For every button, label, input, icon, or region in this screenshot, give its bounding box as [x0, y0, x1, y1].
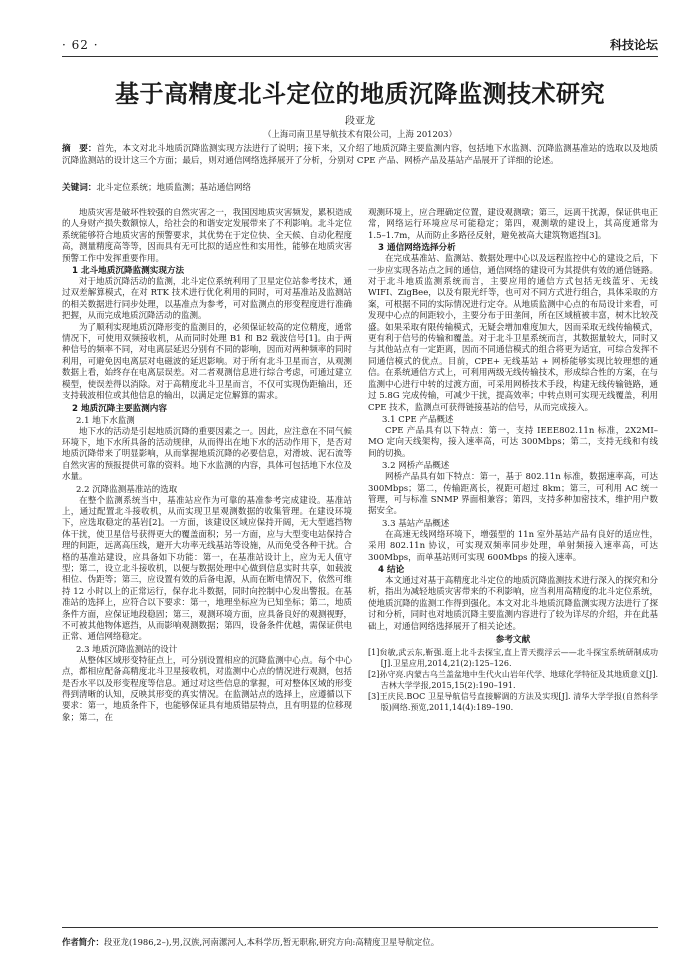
affiliation: （上海司南卫星导航技术有限公司，上海 201203） [263, 129, 457, 139]
subsection-heading-2-3: 2.3 地质沉降监测站的设计 [76, 644, 178, 655]
abstract-label: 摘 要： [62, 144, 97, 154]
reference-item: [3]王庆民.BOC 卫星导航信号直接解调的方法及实现[J]. 清华大学学报(自然科学版)网络.预览,2011,14(4):189–190. [368, 692, 658, 712]
paragraph: 观测环境上，应合理确定位置，建设观测墩；第三，远离干扰源，保证供电正常，网络运行环境应尽可能稳定；第四，观测墩的建设上，其高度通常为 1.5–1.7m，从而防止多路径反射，避免被高大建筑物遮挡[3]。 [368, 208, 658, 241]
author: 段亚龙 [345, 116, 375, 127]
subsection-heading-3-2: 3.2 网桥产品概述 [382, 461, 450, 472]
subsection-heading-3-1: 3.1 CPE 产品概述 [382, 414, 454, 425]
section-heading-1: 1 北斗地质沉降监测实现方法 [72, 266, 185, 277]
paper-title: 基于高精度北斗定位的地质沉降监测技术研究 [115, 80, 605, 108]
paragraph: CPE 产品具有以下特点：第一，支持 IEEE802.11n 标准，2X2MI–MO 定向天线架构，接入速率高，可达 300Mbps；第二，支持无线和有线间的切换。 [368, 425, 658, 459]
references-title: 参考文献 [495, 635, 531, 645]
abstract [62, 144, 658, 167]
subsection-heading-2-1: 2.1 地下水监测 [76, 415, 135, 426]
reference-item: [2]孙守亮.内蒙古乌兰盖盆地中生代火山岩年代学、地球化学特征及其地质意义[J].吉林大学学报,2015,15(2):190–191. [368, 670, 658, 690]
intro-paragraph: 地质灾害是破坏性较强的自然灾害之一，我国因地质灾害频发，累积造成的人身财产损失数额惊人，给社会的和谐安定发展带来了不利影响。北斗定位系统能够符合地质灾害的预警要求，其优势在于定位快、全天候、自动化程度高，测量精度高等等，因而具有无可比拟的适应性和实用性，能够在地质灾害预警工作中发挥重要作用。 [62, 208, 352, 264]
footnote-rule [62, 927, 658, 928]
author-footnote [62, 936, 658, 948]
section-heading-2: 2 地质沉降主要监测内容 [72, 403, 167, 414]
header-rule [62, 56, 658, 57]
abstract-text: 首先，本文对北斗地质沉降监测实现方法进行了说明；接下来，又介绍了地质沉降主要监测内容，包括地下水监测、沉降监测基准站的选取以及地质沉降监测站的设计这三个方面；最后，则对通信网络选择展开了分析，分别对 CPE 产品、网桥产品及基站产品展开了详细的论述。 [62, 144, 658, 166]
keywords-text: 北斗定位系统；地质监测；基站通信网络 [96, 183, 252, 193]
keywords [62, 183, 658, 195]
paragraph: 对于地质沉降活动的监测，北斗定位系统利用了卫星定位站参考技术，通过双差解算模式，在对 RTK 技术进行优化利用的同时，可对基准站及监测站的相关数据进行同步处理，以基准点为参考，可对监测点的形变程度进行准确把握，从而完成地质沉降活动的监测。 [62, 277, 352, 322]
subsection-heading-3-3: 3.3 基站产品概述 [382, 518, 450, 529]
paragraph: 本文通过对基于高精度北斗定位的地质沉降监测技术进行深入的探究和分析，指出为减轻地质灾害带来的不利影响，应当利用高精度的北斗定位系统，使地质沉降的监测工作得到强化。本文对北斗地质沉降监测实现方法进行了探讨和分析，同时也对地质沉降主要监测内容进行了较为详尽的介绍，并在此基础上，对通信网络选择展开了相关论述。 [368, 575, 658, 632]
paragraph: 从整体区域形变特征点上，可分别设置相应的沉降监测中心点。每个中心点，都相应配备高精度北斗卫星接收机，对监测中心点的情况进行观测，包括是否水平以及形变程度等信息。通过对这些信息的掌握，可对整体区域的形变得到清晰的认知，反映其形变的真实情况。在监测站点的选择上，应遵循以下要求：第一，地质条件下，也能够保证具有地质错层特点，且有明显的位移现象；第二，在 [62, 655, 352, 723]
paragraph: 网桥产品具有如下特点：第一，基于 802.11n 标准，数据速率高，可达 300Mbps；第二，传输距离长，视距可超过 8km；第三，可利用 AC 统一管理，可与标准 SNMP 界面相兼容；第四，支持多种加密技术，维护用户数据安全。 [368, 472, 658, 517]
left-column [62, 208, 352, 830]
paragraph: 在完成基准站、监测站、数据处理中心以及远程监控中心的建设之后，下一步应实现各站点之间的通信，通信网络的建设可为其提供有效的通信链路。对于北斗地质监测系统而言，主要应用的通信方式包括无线蓝牙、无线 WIFI、ZigBee，以及有限光纤等，也可对不同方式进行组合，具体采取的方案，可根据不同的实际情况进行定夺。从地质监测中心点的布局设计来看，可发现中心点的间距较小，主要分布于田垄间，所在区域植被丰富，树木比较茂盛。如果采取有限传输模式，无疑会增加难度加大，因而采取无线传输模式，更有利于信号的传输和覆盖。对于北斗卫星系统而言，其数据量较大，同时又与其他站点有一定距离，因而不同通信模式的组合将更为适宜，可综合发挥不同通信模式的优点。目前，CPE+ 无线基站 + 网桥能够实现比较理想的通信。在系统通信方式上，可利用两级无线传输技术，形成综合性的方案，在与监测中心进行中转的过渡方面，可采用网桥技术手段，构建无线传输链路，通过 5.8G 完成传输，可减少干扰，提高效率；中转点则可实现无线覆盖，利用 CPE 技术，监测点可获得链接基站的信号，从而完成接入。 [368, 254, 658, 413]
keywords-label: 关键词： [62, 183, 97, 193]
section-title: 科技论坛 [609, 38, 658, 52]
paragraph: 在整个监测系统当中，基准站应作为可靠的基准参考完成建设。基准站上，通过配置北斗接收机，从而实现卫星观测数据的收集管理。在建设环境下，应选取稳定的基岩[2]。一方面，该建设区域应保持开阔，无大型遮挡物体干扰，使卫星信号获得更大的覆盖面积；另一方面，应与大型变电站保持合理的间距，远离高压线，避开大功率无线基站等设施，从而免受各种干扰。合格的基准站建设，应具备如下功能：第一，在基准站设计上，应为无人值守型；第二，设立北斗接收机，以便与数据处理中心做到信息实时共享，如载波相位、伪距等；第三，应设置有效的后备电源，从而在断电情况下，依然可维持 12 小时以上的正常运行，保存北斗数据，同时向控制中心发出警报。在基准站的选择上，应符合以下要求：第一，地理坐标应为已知坐标；第二，地质条件方面，应保证地段稳固；第三，观测环境方面，应具备良好的观测视野，不可被其他物体遮挡，从而影响观测数据；第四，设备条件优越，需保证供电正常、通信网络稳定。 [62, 495, 352, 643]
section-heading-3: 3 通信网络选择分析 [378, 243, 456, 254]
reference-item: [1]贠敏,武云东,靳强.逛上北斗去探宝,直上青天揽浮云——北斗探宝系统研制成功[J].卫星应用,2014,21(2):125–126. [368, 648, 658, 668]
footnote-label: 作者简介： [62, 937, 104, 947]
paragraph: 在高速无线网络环境下，增强型的 11n 室外基站产品有良好的适应性，采用 802.11n 协议，可实现双频率同步处理，单射频接入速率高，可达 300Mbps，而单基站则可实现 600Mbps 的接入速率。 [368, 529, 658, 563]
right-column [368, 208, 658, 830]
page-header [62, 34, 658, 58]
section-heading-4: 4 结论 [378, 564, 405, 575]
paragraph: 地下水的活动是引起地质沉降的重要因素之一。因此，应注意在不同气候环境下，地下水所具备的活动规律，从而得出在地下水的活动作用下，是否对地质沉降带来了明显影响，从而掌握地质沉降的必要信息，对滑坡、泥石流等自然灾害的预报提供可靠的资料。地下水监测的内容，具体可包括地下水位及水量。 [62, 426, 352, 483]
paragraph: 为了顺利实现地质沉降形变的监测目的，必须保证较高的定位精度，通常情况下，可使用双频接收机，从而同时处理 B1 和 B2 载波信号[1]。由于两种信号的频率不同，对电离层延迟分别有不同的影响，因而对两种频率的同时利用，可避免因电离层对电磁波的延迟影响。对于所有北斗卫星而言，从观测数据上看，始终存在电离层误差。对二者观测信息进行综合考虑，可通过建立模型，使误差得以消除。对于高精度北斗卫星而言，不仅可实现伪距输出，还支持载波相位或其他信息的输出，以满足定位解算的需求。 [62, 322, 352, 402]
footnote-text: 段亚龙(1986,2–),男,汉族,河南漯河人,本科学历,暂无职称,研究方向:高精度卫星导航定位。 [103, 937, 440, 947]
page-number: · 62 · [62, 38, 99, 52]
subsection-heading-2-2: 2.2 沉降监测基准站的选取 [76, 484, 178, 495]
